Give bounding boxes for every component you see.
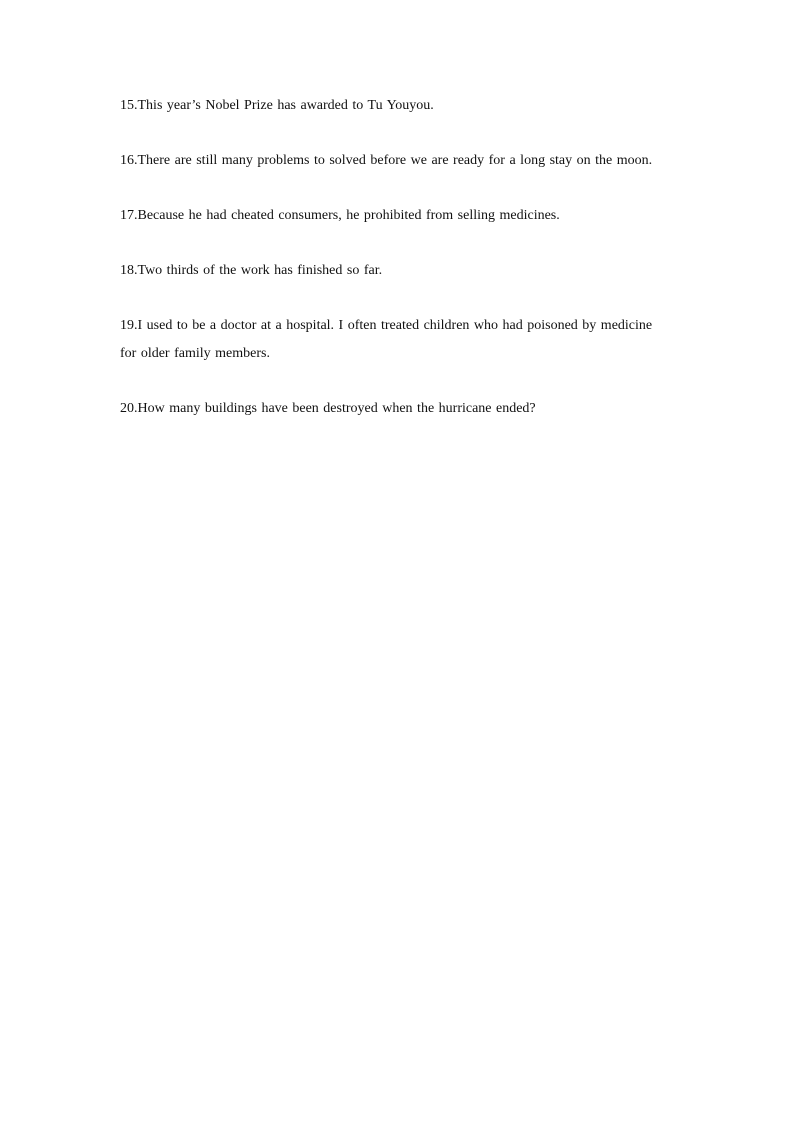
exercise-item-18: 18.Two thirds of the work has finished so far. [120,263,383,278]
exercise-item-16: 16.There are still many problems to solved before we are ready for a long stay on the moon. [120,153,653,168]
exercise-item-15: 15.This year’s Nobel Prize has awarded to Tu Youyou. [120,98,434,113]
exercise-item-20: 20.How many buildings have been destroyed when the hurricane ended? [120,401,536,416]
exercise-item-19: 19.I used to be a doctor at a hospital. I often treated children who had poisoned by medicine for older family members. [120,318,653,361]
exercise-list [120,92,668,450]
exercise-item-17: 17.Because he had cheated consumers, he prohibited from selling medicines. [120,208,560,223]
